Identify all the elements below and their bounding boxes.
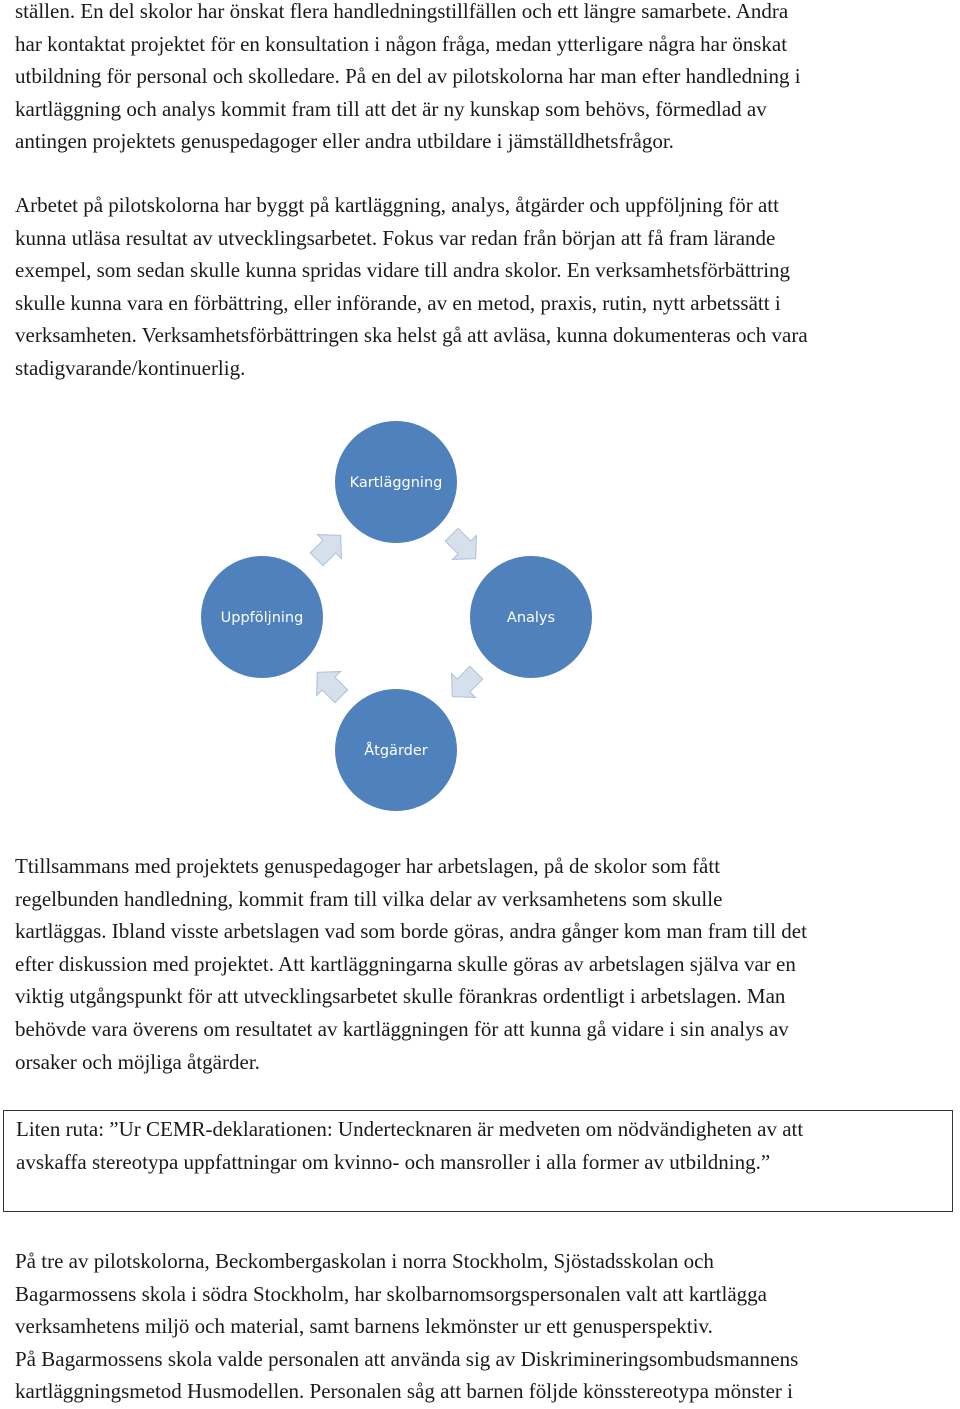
text-line: exempel, som sedan skulle kunna spridas vidare till andra skolor. En verksamhetsförbättring [15, 258, 791, 283]
text-line: viktig utgångspunkt för att utvecklingsarbetet skulle förankras ordentligt i arbetslagen. Man [15, 984, 786, 1009]
text-line: På tre av pilotskolorna, Beckombergaskolan i norra Stockholm, Sjöstadsskolan och [15, 1249, 714, 1273]
cycle-diagram [0, 400, 960, 840]
side-box-text [16, 1113, 941, 1178]
text-line: efter diskussion med projektet. Att kartläggningarna skulle göras av arbetslagen själva var en [15, 951, 796, 976]
text-line: kartläggning och analys kommit fram till att det är ny kunskap som behövs, förmedlad av [15, 96, 767, 121]
paragraph-2 [15, 189, 950, 385]
node-label-atgarder: Åtgärder [364, 743, 428, 759]
text-line: verksamheten. Verksamhetsförbättringen ska helst gå att avläsa, kunna dokumenteras och vara [15, 323, 808, 348]
cycle-arrows [310, 528, 482, 702]
text-line: utbildning för personal och skolledare. På en del av pilotskolorna har man efter handledning i [15, 64, 801, 89]
text-line: kartläggningsmetod Husmodellen. Personalen såg att barnen följde könsstereotypa mönster i [15, 1379, 793, 1404]
text-line: har kontaktat projektet för en konsultation i någon fråga, medan ytterligare några har önskat [15, 31, 788, 56]
arrow-top-to-right [445, 528, 476, 559]
arrow-bottom-to-left [317, 672, 348, 703]
arrow-left-to-top [310, 535, 341, 566]
text-line: Liten ruta: ”Ur CEMR-deklarationen: Undertecknaren är medveten om nödvändigheten av att [16, 1117, 804, 1141]
text-line: Bagarmossens skola i södra Stockholm, har skolbarnomsorgspersonalen valt att kartlägga [15, 1281, 767, 1306]
side-box [3, 1110, 953, 1212]
node-label-analys: Analys [506, 610, 556, 626]
text-line: avskaffa stereotypa uppfattningar om kvinno- och mansroller i alla former av utbildning.” [16, 1149, 771, 1174]
arrow-right-to-bottom [452, 666, 483, 697]
node-label-uppfoljning: Uppföljning [220, 610, 304, 626]
paragraph-1 [15, 0, 950, 158]
text-line: orsaker och möjliga åtgärder. [15, 1049, 260, 1074]
text-line: stadigvarande/kontinuerlig. [15, 355, 246, 380]
text-line: regelbunden handledning, kommit fram till vilka delar av verksamhetens som skulle [15, 886, 723, 911]
text-line: kartläggas. Ibland visste arbetslagen vad som borde göras, andra gånger kom man fram till det [15, 919, 807, 944]
paragraph-3 [15, 850, 950, 1078]
node-label-kartlaggning: Kartläggning [349, 475, 443, 491]
text-line: Ttillsammans med projektets genuspedagoger har arbetslagen, på de skolor som fått [15, 854, 721, 878]
text-line: kunna utläsa resultat av utvecklingsarbetet. Fokus var redan från början att få fram lärande [15, 225, 776, 250]
text-line: verksamhetens miljö och material, samt barnens lekmönster ur ett genusperspektiv. [15, 1314, 713, 1339]
text-line: skulle kunna vara en förbättring, eller införande, av en metod, praxis, rutin, nytt arbetssätt i [15, 290, 781, 315]
text-line: behövde vara överens om resultatet av kartläggningen för att kunna gå vidare i sin analys av [15, 1016, 789, 1041]
cycle-diagram-svg [0, 400, 960, 840]
paragraph-5 [15, 1245, 950, 1408]
text-line: På Bagarmossens skola valde personalen att använda sig av Diskrimineringsombudsmannens [15, 1346, 799, 1371]
text-line: antingen projektets genuspedagoger eller andra utbildare i jämställdhetsfrågor. [15, 129, 674, 154]
text-line: ställen. En del skolor har önskat flera handledningstillfällen och ett längre samarbete. Andra [15, 0, 789, 23]
text-line: Arbetet på pilotskolorna har byggt på kartläggning, analys, åtgärder och uppföljning för att [15, 193, 779, 217]
